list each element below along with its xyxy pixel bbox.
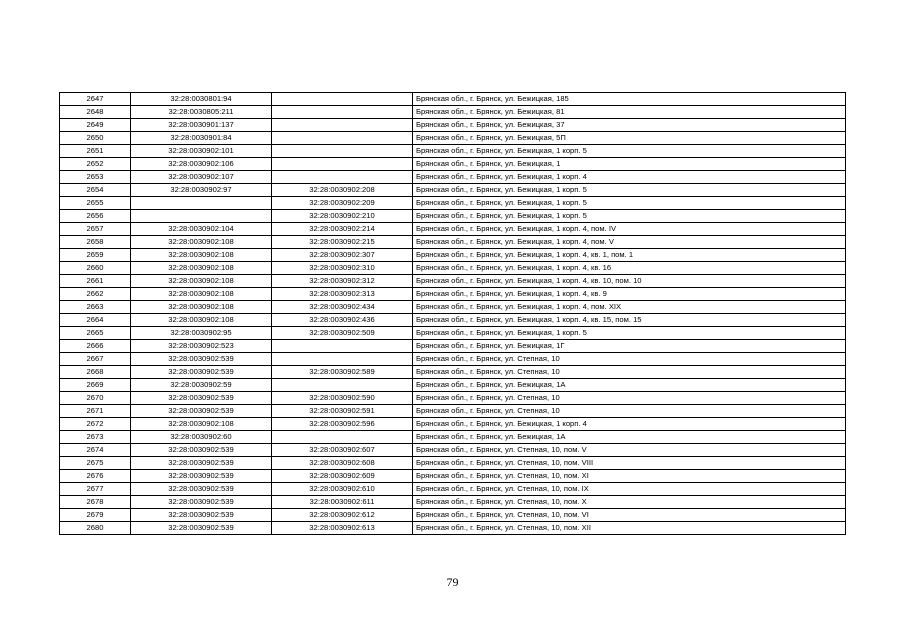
table-row — [60, 314, 846, 327]
address-cell: Брянская обл., г. Брянск, ул. Бежицкая, 1 корп. 5 — [413, 184, 846, 197]
parcel-cadastral-number-cell: 32:28:0030902:95 — [131, 327, 272, 340]
address-cell: Брянская обл., г. Брянск, ул. Бежицкая, 1 корп. 4, пом. XIX — [413, 301, 846, 314]
row-number-cell: 2653 — [60, 171, 131, 184]
row-number-cell: 2648 — [60, 106, 131, 119]
table-row — [60, 93, 846, 106]
parcel-cadastral-number-cell: 32:28:0030902:108 — [131, 262, 272, 275]
object-cadastral-number-cell — [272, 379, 413, 392]
object-cadastral-number-cell — [272, 158, 413, 171]
object-cadastral-number-cell — [272, 119, 413, 132]
object-cadastral-number-cell: 32:28:0030902:613 — [272, 522, 413, 535]
object-cadastral-number-cell: 32:28:0030902:596 — [272, 418, 413, 431]
row-number-cell: 2666 — [60, 340, 131, 353]
address-cell: Брянская обл., г. Брянск, ул. Степная, 10 — [413, 353, 846, 366]
parcel-cadastral-number-cell — [131, 210, 272, 223]
row-number-cell: 2661 — [60, 275, 131, 288]
parcel-cadastral-number-cell: 32:28:0030902:108 — [131, 236, 272, 249]
parcel-cadastral-number-cell: 32:28:0030902:539 — [131, 366, 272, 379]
address-cell: Брянская обл., г. Брянск, ул. Бежицкая, 1 корп. 5 — [413, 210, 846, 223]
row-number-cell: 2670 — [60, 392, 131, 405]
object-cadastral-number-cell: 32:28:0030902:208 — [272, 184, 413, 197]
parcel-cadastral-number-cell: 32:28:0030902:108 — [131, 314, 272, 327]
object-cadastral-number-cell: 32:28:0030902:590 — [272, 392, 413, 405]
row-number-cell: 2671 — [60, 405, 131, 418]
parcel-cadastral-number-cell: 32:28:0030902:108 — [131, 275, 272, 288]
row-number-cell: 2680 — [60, 522, 131, 535]
address-cell: Брянская обл., г. Брянск, ул. Бежицкая, 1 корп. 4 — [413, 171, 846, 184]
table-row — [60, 509, 846, 522]
row-number-cell: 2668 — [60, 366, 131, 379]
row-number-cell: 2667 — [60, 353, 131, 366]
address-cell: Брянская обл., г. Брянск, ул. Степная, 10, пом. IX — [413, 483, 846, 496]
address-cell: Брянская обл., г. Брянск, ул. Степная, 10, пом. XII — [413, 522, 846, 535]
address-cell: Брянская обл., г. Брянск, ул. Бежицкая, 1 — [413, 158, 846, 171]
address-cell: Брянская обл., г. Брянск, ул. Бежицкая, 37 — [413, 119, 846, 132]
address-cell: Брянская обл., г. Брянск, ул. Бежицкая, 1 корп. 4 — [413, 418, 846, 431]
address-cell: Брянская обл., г. Брянск, ул. Бежицкая, 1 корп. 5 — [413, 145, 846, 158]
object-cadastral-number-cell — [272, 106, 413, 119]
parcel-cadastral-number-cell: 32:28:0030902:59 — [131, 379, 272, 392]
object-cadastral-number-cell — [272, 171, 413, 184]
table-row — [60, 392, 846, 405]
object-cadastral-number-cell: 32:28:0030902:312 — [272, 275, 413, 288]
row-number-cell: 2649 — [60, 119, 131, 132]
row-number-cell: 2673 — [60, 431, 131, 444]
table-row — [60, 444, 846, 457]
object-cadastral-number-cell: 32:28:0030902:608 — [272, 457, 413, 470]
parcel-cadastral-number-cell: 32:28:0030901:137 — [131, 119, 272, 132]
parcel-cadastral-number-cell: 32:28:0030902:539 — [131, 470, 272, 483]
parcel-cadastral-number-cell: 32:28:0030902:539 — [131, 392, 272, 405]
address-cell: Брянская обл., г. Брянск, ул. Бежицкая, 1А — [413, 379, 846, 392]
table-row — [60, 119, 846, 132]
row-number-cell: 2647 — [60, 93, 131, 106]
object-cadastral-number-cell: 32:28:0030902:509 — [272, 327, 413, 340]
object-cadastral-number-cell: 32:28:0030902:610 — [272, 483, 413, 496]
parcel-cadastral-number-cell: 32:28:0030902:101 — [131, 145, 272, 158]
row-number-cell: 2665 — [60, 327, 131, 340]
table-row — [60, 288, 846, 301]
object-cadastral-number-cell — [272, 340, 413, 353]
object-cadastral-number-cell: 32:28:0030902:214 — [272, 223, 413, 236]
row-number-cell: 2676 — [60, 470, 131, 483]
row-number-cell: 2652 — [60, 158, 131, 171]
row-number-cell: 2678 — [60, 496, 131, 509]
object-cadastral-number-cell — [272, 132, 413, 145]
address-cell: Брянская обл., г. Брянск, ул. Бежицкая, 1 корп. 4, пом. IV — [413, 223, 846, 236]
parcel-cadastral-number-cell: 32:28:0030902:97 — [131, 184, 272, 197]
page-number: 79 — [446, 575, 459, 589]
object-cadastral-number-cell: 32:28:0030902:591 — [272, 405, 413, 418]
table-row — [60, 210, 846, 223]
row-number-cell: 2663 — [60, 301, 131, 314]
row-number-cell: 2654 — [60, 184, 131, 197]
parcel-cadastral-number-cell: 32:28:0030902:108 — [131, 249, 272, 262]
table-row — [60, 275, 846, 288]
table-row — [60, 483, 846, 496]
row-number-cell: 2650 — [60, 132, 131, 145]
address-cell: Брянская обл., г. Брянск, ул. Бежицкая, 5П — [413, 132, 846, 145]
table-row — [60, 145, 846, 158]
address-cell: Брянская обл., г. Брянск, ул. Степная, 10, пом. VI — [413, 509, 846, 522]
object-cadastral-number-cell: 32:28:0030902:436 — [272, 314, 413, 327]
address-cell: Брянская обл., г. Брянск, ул. Степная, 10, пом. XI — [413, 470, 846, 483]
parcel-cadastral-number-cell: 32:28:0030902:108 — [131, 418, 272, 431]
row-number-cell: 2656 — [60, 210, 131, 223]
object-cadastral-number-cell: 32:28:0030902:589 — [272, 366, 413, 379]
table-row — [60, 158, 846, 171]
row-number-cell: 2657 — [60, 223, 131, 236]
row-number-cell: 2662 — [60, 288, 131, 301]
object-cadastral-number-cell — [272, 431, 413, 444]
address-cell: Брянская обл., г. Брянск, ул. Степная, 10, пом. V — [413, 444, 846, 457]
parcel-cadastral-number-cell: 32:28:0030902:108 — [131, 288, 272, 301]
object-cadastral-number-cell: 32:28:0030902:609 — [272, 470, 413, 483]
address-cell: Брянская обл., г. Брянск, ул. Степная, 10, пом. X — [413, 496, 846, 509]
address-cell: Брянская обл., г. Брянск, ул. Бежицкая, 1Г — [413, 340, 846, 353]
parcel-cadastral-number-cell: 32:28:0030801:94 — [131, 93, 272, 106]
table-row — [60, 171, 846, 184]
table-row — [60, 457, 846, 470]
table-row — [60, 262, 846, 275]
parcel-cadastral-number-cell: 32:28:0030902:107 — [131, 171, 272, 184]
parcel-cadastral-number-cell: 32:28:0030901:84 — [131, 132, 272, 145]
table-row — [60, 340, 846, 353]
object-cadastral-number-cell: 32:28:0030902:434 — [272, 301, 413, 314]
object-cadastral-number-cell: 32:28:0030902:215 — [272, 236, 413, 249]
address-cell: Брянская обл., г. Брянск, ул. Бежицкая, 1 корп. 4, кв. 16 — [413, 262, 846, 275]
table-row — [60, 379, 846, 392]
row-number-cell: 2664 — [60, 314, 131, 327]
address-cell: Брянская обл., г. Брянск, ул. Бежицкая, 1 корп. 4, кв. 10, пом. 10 — [413, 275, 846, 288]
table-row — [60, 184, 846, 197]
parcel-cadastral-number-cell: 32:28:0030902:539 — [131, 457, 272, 470]
table-row — [60, 301, 846, 314]
table-row — [60, 223, 846, 236]
object-cadastral-number-cell: 32:28:0030902:210 — [272, 210, 413, 223]
parcel-cadastral-number-cell: 32:28:0030902:539 — [131, 444, 272, 457]
parcel-cadastral-number-cell: 32:28:0030902:539 — [131, 522, 272, 535]
object-cadastral-number-cell — [272, 145, 413, 158]
parcel-cadastral-number-cell: 32:28:0030805:211 — [131, 106, 272, 119]
parcel-cadastral-number-cell: 32:28:0030902:539 — [131, 483, 272, 496]
table-row — [60, 132, 846, 145]
address-cell: Брянская обл., г. Брянск, ул. Бежицкая, 1А — [413, 431, 846, 444]
row-number-cell: 2660 — [60, 262, 131, 275]
row-number-cell: 2677 — [60, 483, 131, 496]
address-cell: Брянская обл., г. Брянск, ул. Бежицкая, 1 корп. 4, пом. V — [413, 236, 846, 249]
parcel-cadastral-number-cell: 32:28:0030902:523 — [131, 340, 272, 353]
row-number-cell: 2674 — [60, 444, 131, 457]
parcel-cadastral-number-cell: 32:28:0030902:60 — [131, 431, 272, 444]
table-row — [60, 496, 846, 509]
object-cadastral-number-cell: 32:28:0030902:310 — [272, 262, 413, 275]
object-cadastral-number-cell: 32:28:0030902:209 — [272, 197, 413, 210]
table-row — [60, 106, 846, 119]
address-cell: Брянская обл., г. Брянск, ул. Бежицкая, 1 корп. 4, кв. 1, пом. 1 — [413, 249, 846, 262]
table-row — [60, 470, 846, 483]
address-cell: Брянская обл., г. Брянск, ул. Степная, 10 — [413, 366, 846, 379]
row-number-cell: 2669 — [60, 379, 131, 392]
table-row — [60, 522, 846, 535]
row-number-cell: 2672 — [60, 418, 131, 431]
table-row — [60, 366, 846, 379]
row-number-cell: 2659 — [60, 249, 131, 262]
table-row — [60, 236, 846, 249]
parcel-cadastral-number-cell: 32:28:0030902:106 — [131, 158, 272, 171]
row-number-cell: 2655 — [60, 197, 131, 210]
table-row — [60, 353, 846, 366]
cadastral-registry-table — [59, 92, 846, 535]
address-cell: Брянская обл., г. Брянск, ул. Бежицкая, 1 корп. 4, кв. 15, пом. 15 — [413, 314, 846, 327]
table-row — [60, 418, 846, 431]
address-cell: Брянская обл., г. Брянск, ул. Степная, 10, пом. VIII — [413, 457, 846, 470]
row-number-cell: 2679 — [60, 509, 131, 522]
object-cadastral-number-cell: 32:28:0030902:313 — [272, 288, 413, 301]
object-cadastral-number-cell — [272, 353, 413, 366]
address-cell: Брянская обл., г. Брянск, ул. Бежицкая, 81 — [413, 106, 846, 119]
parcel-cadastral-number-cell: 32:28:0030902:539 — [131, 405, 272, 418]
address-cell: Брянская обл., г. Брянск, ул. Бежицкая, 1 корп. 5 — [413, 327, 846, 340]
table-row — [60, 327, 846, 340]
row-number-cell: 2658 — [60, 236, 131, 249]
table-row — [60, 249, 846, 262]
object-cadastral-number-cell: 32:28:0030902:307 — [272, 249, 413, 262]
row-number-cell: 2651 — [60, 145, 131, 158]
address-cell: Брянская обл., г. Брянск, ул. Бежицкая, 1 корп. 4, кв. 9 — [413, 288, 846, 301]
address-cell: Брянская обл., г. Брянск, ул. Степная, 10 — [413, 392, 846, 405]
parcel-cadastral-number-cell: 32:28:0030902:104 — [131, 223, 272, 236]
parcel-cadastral-number-cell — [131, 197, 272, 210]
parcel-cadastral-number-cell: 32:28:0030902:108 — [131, 301, 272, 314]
address-cell: Брянская обл., г. Брянск, ул. Бежицкая, 1 корп. 5 — [413, 197, 846, 210]
table-row — [60, 405, 846, 418]
object-cadastral-number-cell: 32:28:0030902:612 — [272, 509, 413, 522]
address-cell: Брянская обл., г. Брянск, ул. Бежицкая, 185 — [413, 93, 846, 106]
table-body — [60, 93, 846, 535]
object-cadastral-number-cell: 32:28:0030902:611 — [272, 496, 413, 509]
object-cadastral-number-cell: 32:28:0030902:607 — [272, 444, 413, 457]
address-cell: Брянская обл., г. Брянск, ул. Степная, 10 — [413, 405, 846, 418]
row-number-cell: 2675 — [60, 457, 131, 470]
table-row — [60, 197, 846, 210]
parcel-cadastral-number-cell: 32:28:0030902:539 — [131, 353, 272, 366]
parcel-cadastral-number-cell: 32:28:0030902:539 — [131, 496, 272, 509]
parcel-cadastral-number-cell: 32:28:0030902:539 — [131, 509, 272, 522]
object-cadastral-number-cell — [272, 93, 413, 106]
table-row — [60, 431, 846, 444]
